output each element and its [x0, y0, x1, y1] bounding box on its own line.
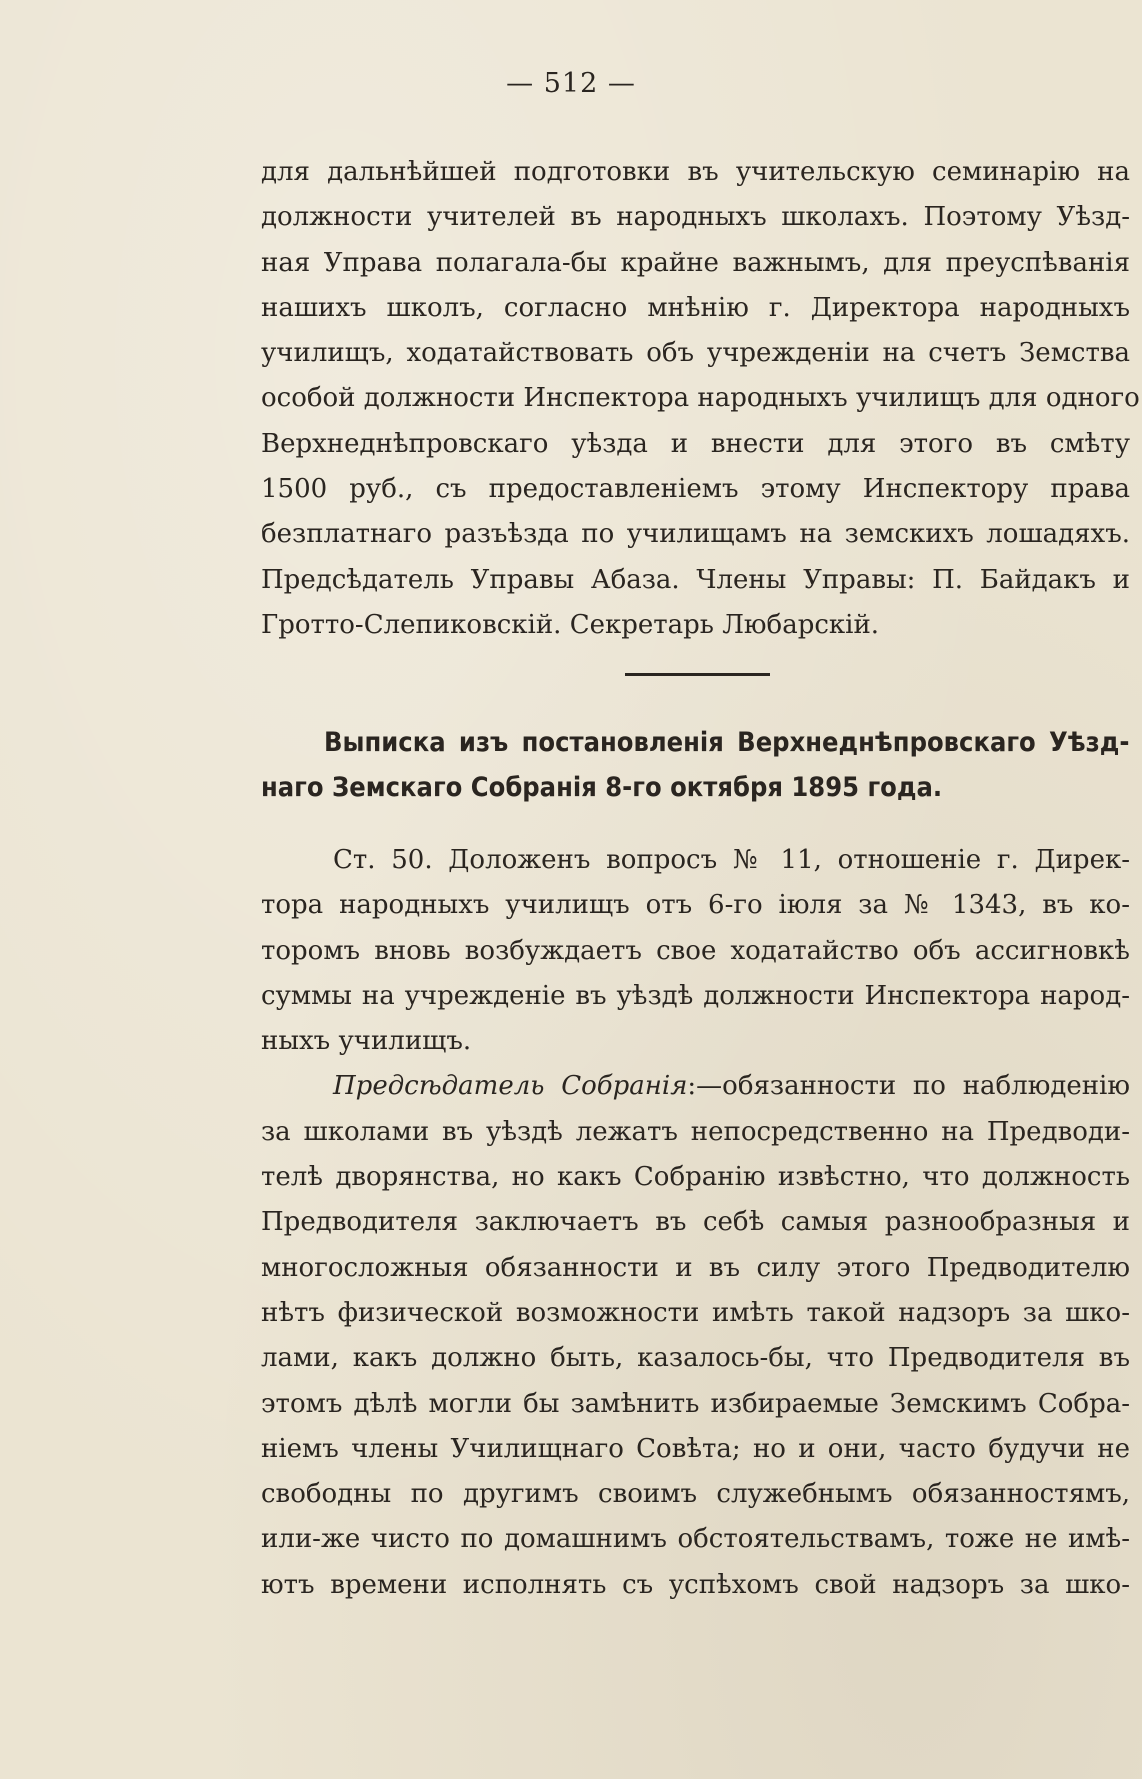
speaker-line	[261, 1064, 1130, 1109]
text-line: училищъ, ходатайствовать объ учрежденіи на счетъ Земства	[261, 338, 1130, 369]
text-line: Верхнеднѣпровскаго уѣзда и внести для этого въ смѣту	[261, 428, 1130, 459]
text-line: особой должности Инспектора народныхъ училищъ для одного	[261, 383, 1140, 414]
text-line: Гротто-Слепиковскій. Секретарь Любарскій.	[261, 609, 880, 640]
text-line: нашихъ школъ, согласно мнѣнію г. Директора народныхъ	[261, 292, 1130, 323]
text-line: Предсѣдатель Управы Абаза. Члены Управы: П. Байдакъ и	[261, 564, 1130, 595]
heading-line: наго Земскаго Собранія 8-го октября 1895 года.	[261, 772, 943, 803]
section-heading	[261, 720, 1130, 810]
text-line: безплатнаго разъѣзда по училищамъ на земскихъ лошадяхъ.	[261, 519, 1130, 550]
text-line: свободны по другимъ своимъ служебнымъ обязанностямъ,	[261, 1479, 1130, 1510]
text-line: ніемъ члены Училищнаго Совѣта; но и они, часто будучи не	[261, 1433, 1130, 1464]
text-line: нѣтъ физической возможности имѣть такой надзоръ за шко-	[261, 1297, 1130, 1328]
text-line: Предводителя заключаетъ въ себѣ самыя разнообразныя и	[261, 1207, 1130, 1238]
text-line: 1500 руб., съ предоставленіемъ этому Инспектору права	[261, 474, 1130, 505]
paragraph-report-ending	[261, 150, 1140, 648]
text-line: ютъ времени исполнять съ успѣхомъ свой надзоръ за шко-	[261, 1569, 1130, 1600]
text-line: тора народныхъ училищъ отъ 6-го іюля за № 1343, въ ко-	[261, 890, 1130, 921]
text-line: этомъ дѣлѣ могли бы замѣнить избираемые Земскимъ Собра-	[261, 1388, 1130, 1419]
text-line: торомъ вновь возбуждаетъ свое ходатайство объ ассигновкѣ	[261, 935, 1130, 966]
page-number: — 512 —	[506, 68, 636, 99]
text-line: для дальнѣйшей подготовки въ учительскую семинарію на	[261, 157, 1130, 187]
section-divider	[625, 673, 770, 676]
heading-line: Выписка изъ постановленія Верхнеднѣпровскаго Уѣзд-	[324, 727, 1130, 758]
text-line: многосложныя обязанности и въ силу этого Предводителю	[261, 1252, 1130, 1283]
text-line: Ст. 50. Доложенъ вопросъ № 11, отношеніе г. Дирек-	[333, 845, 1130, 875]
text-line: телѣ дворянства, но какъ Собранію извѣстно, что должность	[261, 1162, 1130, 1193]
text-line: суммы на учрежденіе въ уѣздѣ должности Инспектора народ-	[261, 980, 1130, 1011]
text-line: или-же чисто по домашнимъ обстоятельствамъ, тоже не имѣ-	[261, 1524, 1130, 1555]
paragraph-article-50	[261, 838, 1130, 1608]
speaker-name: Предсѣдатель Собранія	[333, 1071, 688, 1102]
text-line: за школами въ уѣздѣ лежатъ непосредственно на Предводи-	[261, 1116, 1130, 1147]
speaker-text: :—обязанности по наблюденію	[687, 1071, 1131, 1102]
text-line: должности учителей въ народныхъ школахъ. Поэтому Уѣзд-	[261, 202, 1130, 233]
text-line: ныхъ училищъ.	[261, 1026, 472, 1057]
text-line: лами, какъ должно быть, казалось-бы, что Предводителя въ	[261, 1343, 1130, 1374]
text-line: ная Управа полагала-бы крайне важнымъ, для преуспѣванія	[261, 247, 1130, 278]
